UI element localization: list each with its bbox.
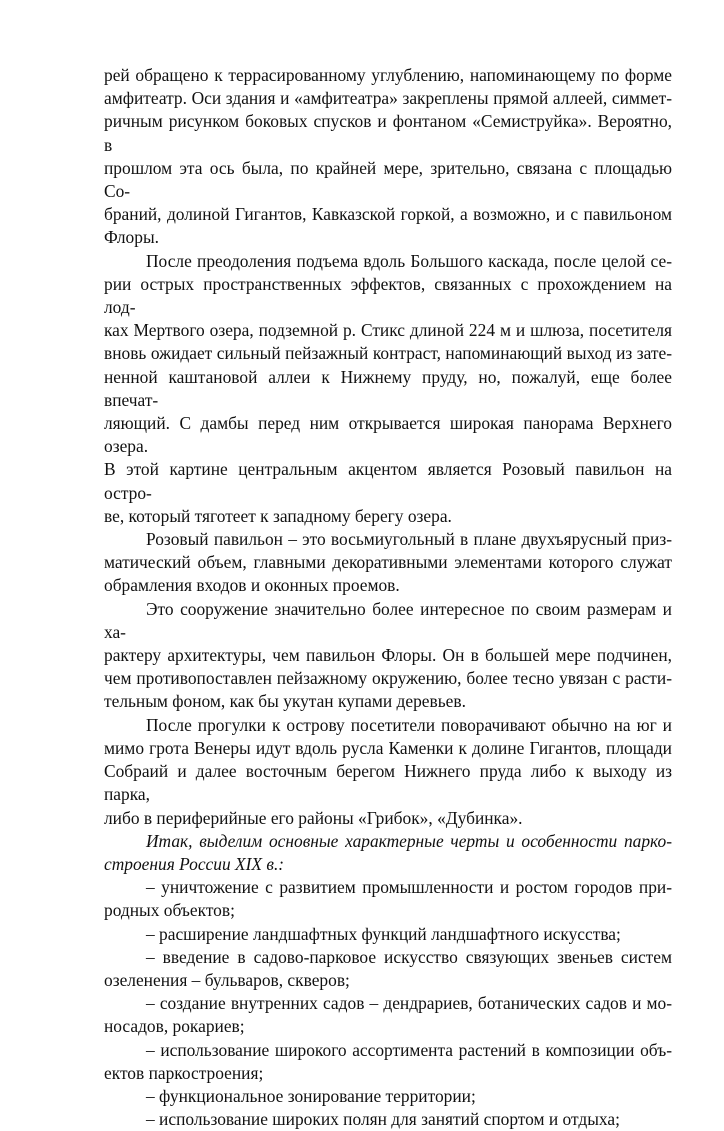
text-line: ках Мертвого озера, подземной р. Стикс длиной 224 м и шлюза, посетителя (104, 320, 672, 341)
text-line: рей обращено к террасированному углублению, напоминающему по форме (104, 65, 672, 85)
text-line: прошлом эта ось была, по крайней мере, зрительно, связана с площадью Со- (104, 157, 672, 202)
text-line: После преодоления подъема вдоль Большого каскада, после целой се- (146, 250, 672, 271)
text-line: тельным фоном, как бы укутан купами деревьев. (104, 691, 466, 712)
text-line: чем противопоставлен пейзажному окружению, более тесно увязан с расти- (104, 668, 672, 689)
text-line: носадов, рокариев; (104, 1016, 245, 1037)
text-line: ляющий. С дамбы перед ним открывается широкая панорама Верхнего озера. (104, 413, 672, 457)
text-line: Флоры. (104, 227, 159, 248)
text-line: родных объектов; (104, 900, 235, 921)
list-item: – использование широкого ассортимента растений в композиции объ- (146, 1039, 672, 1060)
text-line: ричным рисунком боковых спусков и фонтаном «Семиструйка». Вероятно, в (104, 111, 672, 155)
text-line: амфитеатр. Оси здания и «амфитеатра» закреплены прямой аллеей, симмет- (104, 88, 672, 109)
text-line: либо в периферийные его районы «Грибок», «Дубинка». (104, 807, 523, 828)
text-line: браний, долиной Гигантов, Кавказской горкой, а возможно, и с павильоном (104, 204, 672, 225)
text-line: вновь ожидает сильный пейзажный контраст, напоминающий выход из зате- (104, 343, 672, 364)
text-line: ектов паркостроения; (104, 1062, 264, 1083)
list-item: – уничтожение с развитием промышленности и ростом городов при- (146, 877, 672, 898)
list-item: – создание внутренних садов – дендрариев, ботанических садов и мо- (146, 993, 672, 1014)
text-line: После прогулки к острову посетители поворачивают обычно на юг и (146, 714, 672, 735)
text-line: В этой картине центральным акцентом является Розовый павильон на остро- (104, 459, 672, 503)
body-text (104, 64, 672, 1131)
list-item: – использование широких полян для занятий спортом и отдыха; (146, 1109, 620, 1130)
text-line: озеленения – бульваров, скверов; (104, 969, 350, 990)
text-line: обрамления входов и оконных проемов. (104, 575, 400, 596)
text-line: рии острых пространственных эффектов, связанных с прохождением на лод- (104, 273, 672, 318)
text-line: строения России XIX в.: (104, 853, 285, 874)
text-line: Розовый павильон – это восьмиугольный в плане двухъярусный приз- (146, 529, 672, 550)
text-line: ве, который тяготеет к западному берегу озера. (104, 505, 452, 526)
text-line: Итак, выделим основные характерные черты и особенности парко- (146, 830, 672, 851)
text-line: ненной каштановой аллеи к Нижнему пруду, но, пожалуй, еще более впечат- (104, 366, 672, 410)
text-line: матический объем, главными декоративными элементами которого служат (104, 552, 672, 573)
text-line: Собраий и далее восточным берегом Нижнего пруда либо к выходу из парка, (104, 761, 672, 805)
list-item: – введение в садово-парковое искусство связующих звеньев систем (146, 946, 672, 967)
list-item: – функциональное зонирование территории; (146, 1085, 476, 1106)
list-item: – расширение ландшафтных функций ландшафтного искусства; (146, 923, 621, 944)
text-line: рактеру архитектуры, чем павильон Флоры. Он в большей мере подчинен, (104, 645, 672, 666)
text-line: Это сооружение значительно более интересное по своим размерам и ха- (104, 598, 672, 642)
text-line: мимо грота Венеры идут вдоль русла Каменки к долине Гигантов, площади (104, 737, 672, 758)
